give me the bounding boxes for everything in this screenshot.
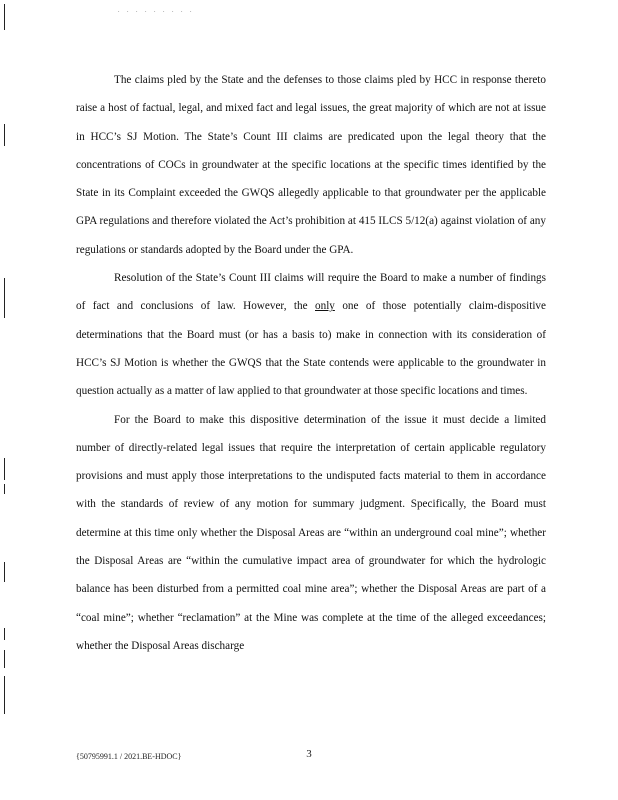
margin-bar — [4, 278, 5, 318]
margin-bar — [4, 562, 5, 582]
margin-bar — [4, 458, 5, 480]
body-text — [76, 66, 546, 660]
paragraph-resolution — [76, 264, 546, 405]
margin-bar — [4, 124, 5, 146]
document-id: {50795991.1 / 2021.BE-HDOC} — [76, 752, 182, 761]
underlined-only: only — [315, 300, 335, 313]
margin-bar — [4, 4, 5, 30]
paragraph-resolution-end: one of those potentially claim-dispositive determinations that the Board must (or has a basis to) make in connection with its consideration of HCC’s SJ Motion is whether the GWQS that the State contends were applicable to the groundwater in question actually as a matter of law applied to that groundwater at those specific locations and times. — [76, 300, 546, 398]
margin-bar — [4, 676, 5, 714]
margin-bar — [4, 650, 5, 668]
paragraph-dispositive-determination: For the Board to make this dispositive determination of the issue it must decide a limited number of directly-related legal issues that require the interpretation of certain applicable regulatory provisions and must apply those interpretations to the undisputed facts material to them in accordance with the standards of review of any motion for summary judgment. Specifically, the Board must determine at this time only whether the Disposal Areas are “within an underground coal mine”; whether the Disposal Areas are “within the cumulative impact area of groundwater for which the hydrologic balance has been disturbed from a permitted coal mine area”; whether the Disposal Areas are part of a “coal mine”; whether “reclamation” at the Mine was complete at the time of the alleged exceedances; whether the Disposal Areas discharge — [76, 413, 546, 652]
paragraph-resolution-start: Resolution of the State’s Count III claims will require the Board to make a number of findings of fact and conclusions of law. However, the — [76, 272, 546, 313]
margin-bar — [4, 628, 5, 640]
scan-artifact: . . . . . . . . . — [118, 8, 195, 14]
page-number: 3 — [306, 748, 312, 760]
margin-bar — [4, 484, 5, 494]
paragraph-count-iii-claims: The claims pled by the State and the defenses to those claims pled by HCC in response thereto raise a host of factual, legal, and mixed fact and legal issues, the great majority of which are not at issue in HCC’s SJ Motion. The State’s Count III claims are predicated upon the legal theory that the concentrations of COCs in groundwater at the specific locations at the specific times identified by the State in its Complaint exceeded the GWQS allegedly applicable to that groundwater per the applicable GPA regulations and therefore violated the Act’s prohibition at 415 ILCS 5/12(a) against violation of any regulations or standards adopted by the Board under the GPA. — [76, 74, 546, 256]
